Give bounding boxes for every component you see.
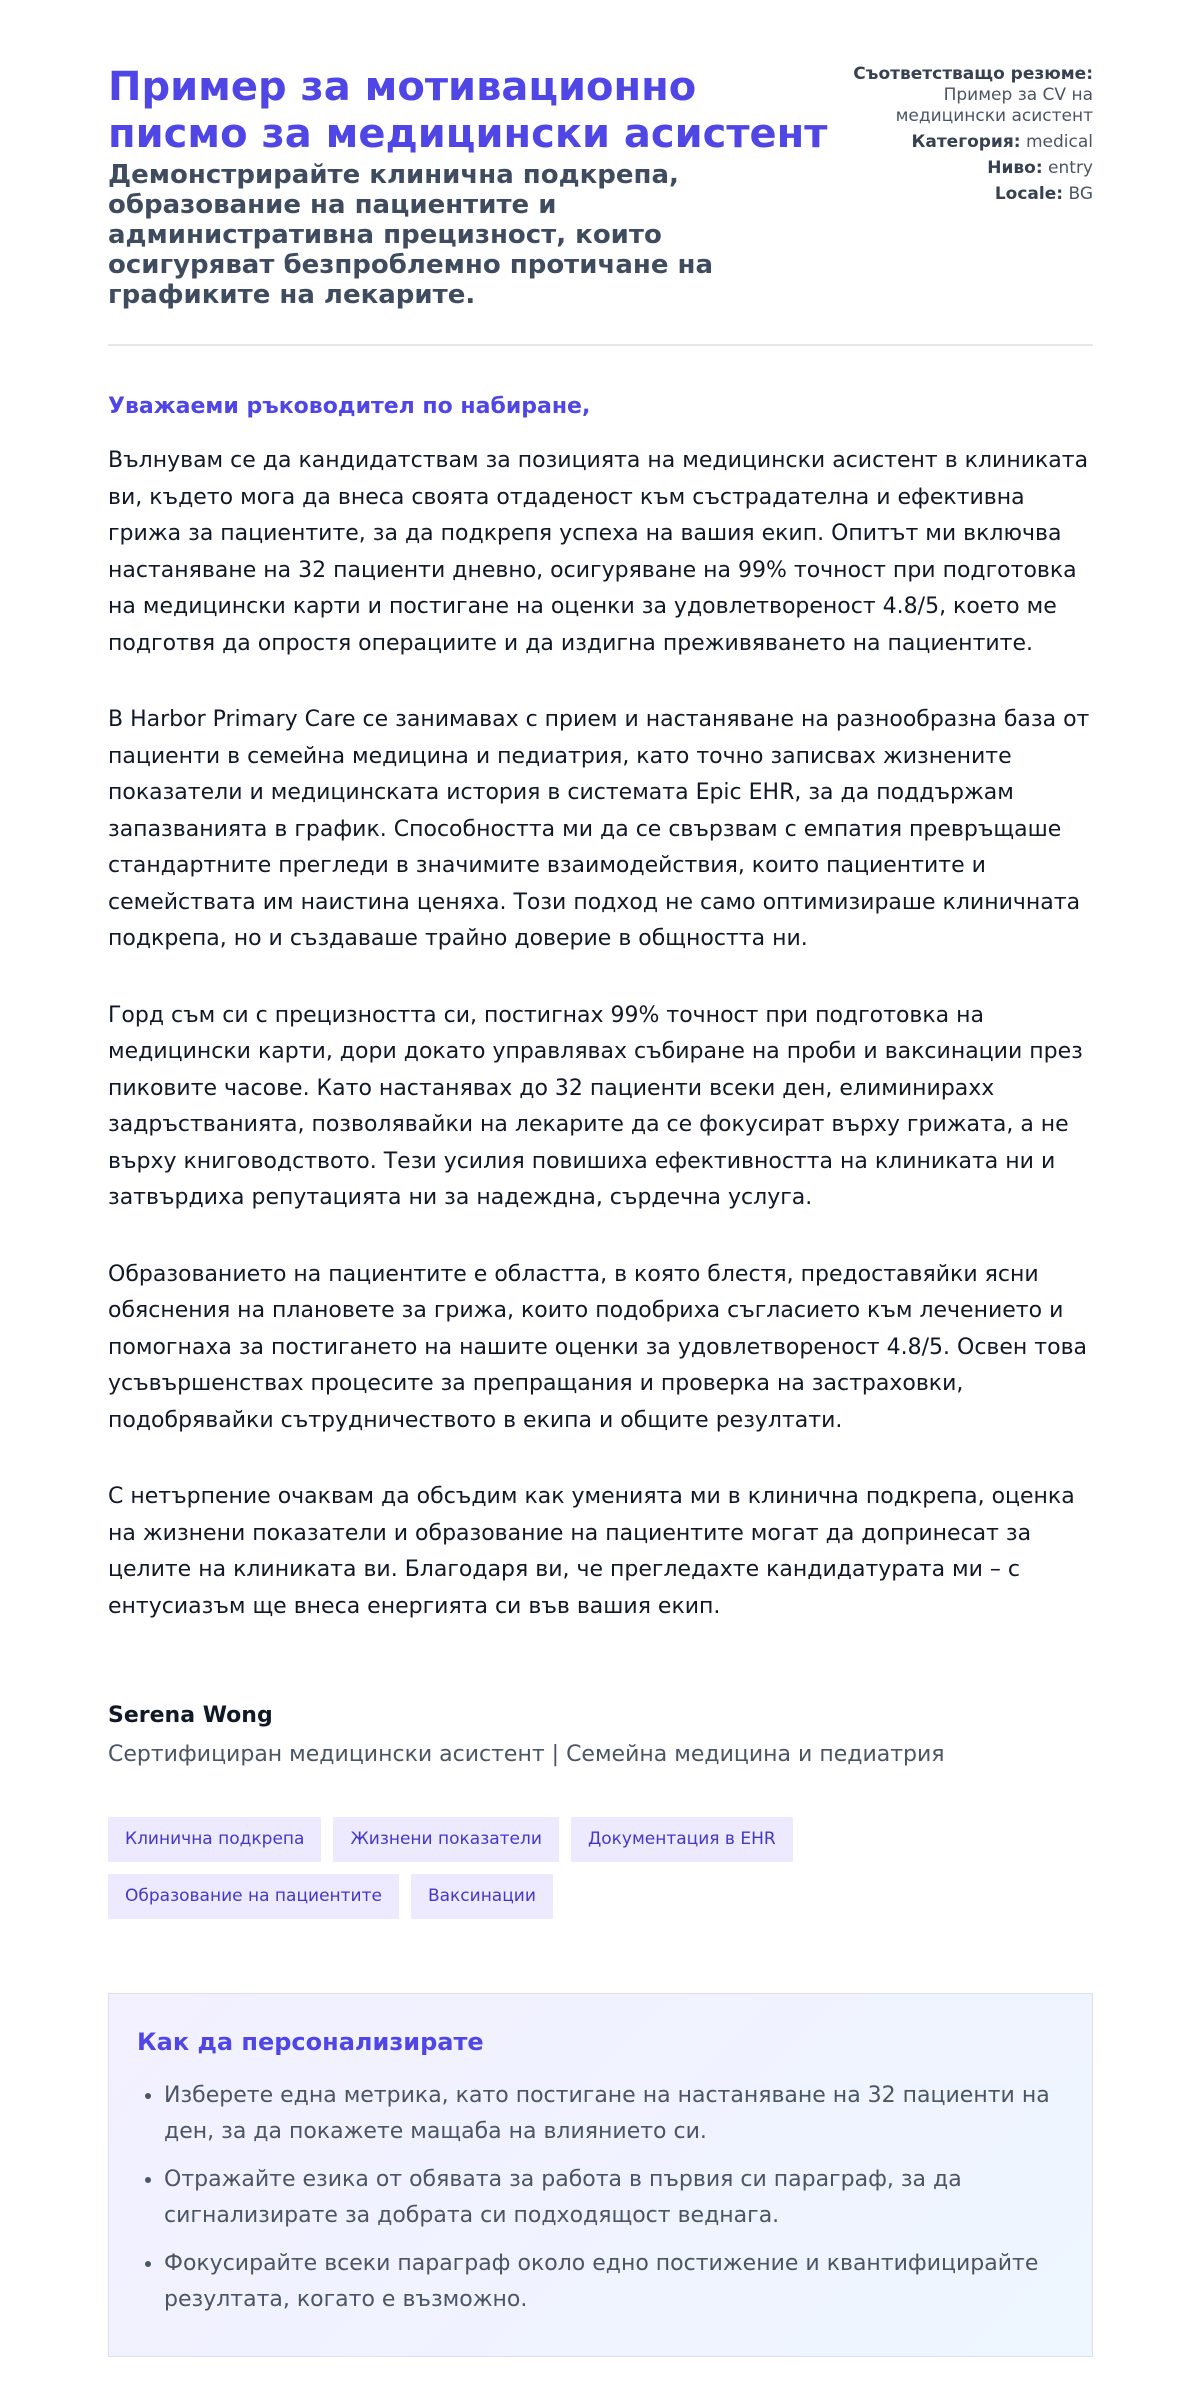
signature-title: Сертифициран медицински асистент | Семейна медицина и педиатрия [108,1742,945,1767]
meta-resume: Съответстващо резюме: Пример за CV на медицински асистент [853,64,1093,126]
paragraph: С нетърпение очаквам да обсъдим как уменията ми в клинична подкрепа, оценка на жизнени показатели и образование на пациентите могат да допринесат за целите на клиниката ви. Благодаря ви, че прегледахте кандидатурата ми – с ентусиазъм ще внеса енергията си във вашия екип. [108,1484,1075,1619]
list-item: • Фокусирайте всеки параграф около едно постижение и квантифицирайте резултата, когато е възможно. [164,2246,1064,2318]
list-item: • Изберете една метрика, като постигане на настаняване на 32 пациенти на ден, за да покажете мащаба на влиянието си. [164,2078,1064,2150]
skill-tags [108,1817,1093,1919]
page-subtitle: Демонстрирайте клинична подкрепа, образование на пациентите и административна прецизност, които осигуряват безпроблемно протичане на графиките на лекарите. [108,160,714,310]
tips-title: Как да персонализирате [137,2028,484,2056]
paragraph: Вълнувам се да кандидатствам за позицията на медицински асистент в клиниката ви, където мога да внеса своята отдаденост към състрадателна и ефективна грижа за пациентите, за да подкрепя успеха на вашия екип. Опитът ми включва настаняване на 32 пациенти дневно, осигуряване на 99% точност при подготовка на медицински карти и постигане на оценки за удовлетвореност 4.8/5, което ме подготвя да опростя операциите и да издигна преживяването на пациентите. [108,448,1089,656]
paragraph: Образованието на пациентите е областта, в която блестя, предоставяйки ясни обяснения на плановете за грижа, които подобриха съгласието към лечението и помогнаха за постигането на нашите оценки за удовлетвореност 4.8/5. Освен това усъвършенствах процесите за препращания и проверка на застраховки, подобрявайки сътрудничеството в екипа и общите резултати. [108,1261,1088,1433]
tag: Документация в EHR [571,1817,793,1862]
tag: Ваксинации [411,1874,553,1919]
tag: Жизнени показатели [333,1817,558,1862]
paragraph: Горд съм си с прецизността си, постигнах 99% точност при подготовка на медицински карти, дори докато управлявах събиране на проби и ваксинации през пиковите часове. Като настанявах до 32 пациенти всеки ден, елиминирахх задръстванията, позволявайки на лекарите да се фокусират върху грижата, а не върху книговодството. Тези усилия повишиха ефективността на клиниката ни и затвърдиха репутацията ни за надеждна, сърдечна услуга. [108,1002,1083,1210]
cover-letter-page [108,0,1093,2357]
meta-level: Ниво: entry [987,158,1093,178]
header [108,64,1093,310]
greeting: Уважаеми ръководител по набиране, [108,394,591,419]
letter-body [108,443,1093,1625]
meta-locale: Locale: BG [994,184,1093,204]
meta-category: Категория: medical [911,132,1093,152]
tag: Клинична подкрепа [108,1817,321,1862]
list-item: • Отражайте езика от обявата за работа в първия си параграф, за да сигнализирате за добрата си подходящост веднага. [164,2162,1064,2234]
tips-list [137,2078,1064,2318]
meta-info [843,64,1093,210]
page-title: Пример за мотивационно писмо за медицински асистент [108,64,828,157]
divider [108,344,1093,346]
tips-box [108,1993,1093,2357]
signature-name: Serena Wong [108,1703,273,1728]
tag: Образование на пациентите [108,1874,399,1919]
paragraph: В Harbor Primary Care се занимавах с прием и настаняване на разнообразна база от пациенти в семейна медицина и педиатрия, като точно записвах жизнените показатели и медицинската история в системата Epic EHR, за да поддържам запазванията в график. Способността ми да се свързвам с емпатия превръщаше стандартните прегледи в значимите взаимодействия, които пациентите и семействата им наистина ценяха. Този подход не само оптимизираше клиничната подкрепа, но и създаваше трайно доверие в общността ни. [108,707,1090,951]
